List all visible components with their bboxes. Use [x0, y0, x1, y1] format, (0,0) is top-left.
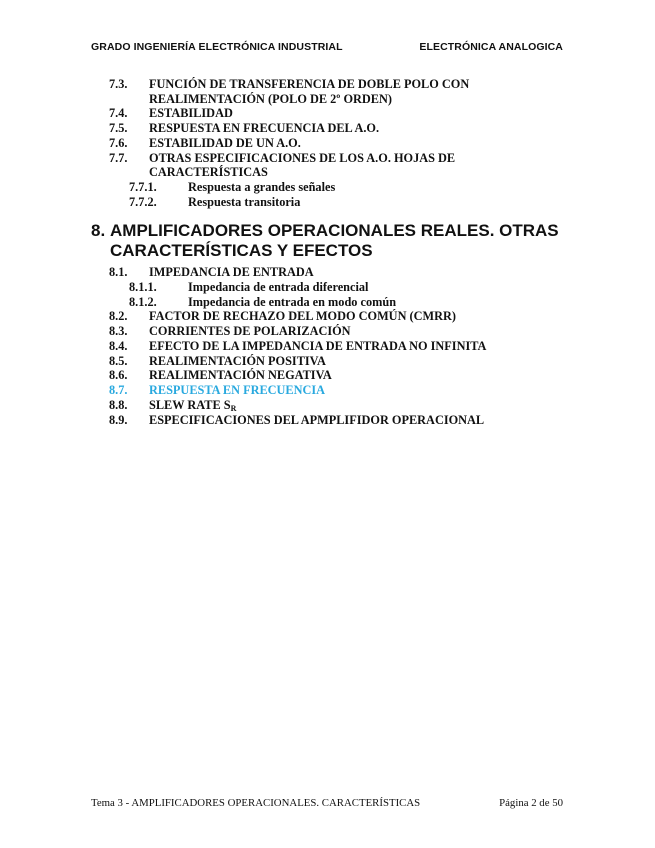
toc-title-subscript: R: [230, 404, 237, 413]
toc-number: 8.2.: [109, 309, 128, 323]
toc-number: 8.6.: [109, 368, 128, 382]
header-subject: ELECTRÓNICA ANALOGICA: [419, 41, 563, 53]
toc-title: Impedancia de entrada en modo común: [188, 295, 397, 309]
chapter-number: 8.: [91, 221, 106, 240]
toc-number: 8.4.: [109, 339, 128, 353]
toc-title: EFECTO DE LA IMPEDANCIA DE ENTRADA NO INFINITA: [149, 339, 487, 353]
page-footer: [91, 797, 563, 809]
chapter-title-line-1: AMPLIFICADORES OPERACIONALES REALES. OTRAS: [110, 221, 559, 240]
toc-title: IMPEDANCIA DE ENTRADA: [149, 265, 314, 279]
chapter-title-line-2: CARACTERÍSTICAS Y EFECTOS: [110, 241, 373, 260]
toc-number: 7.3.: [109, 77, 128, 91]
toc-number: 8.8.: [109, 398, 128, 412]
toc-title: RESPUESTA EN FRECUENCIA: [149, 383, 326, 397]
toc-title: REALIMENTACIÓN POSITIVA: [149, 354, 326, 368]
toc-title: CARACTERÍSTICAS: [149, 165, 268, 179]
toc-title: Impedancia de entrada diferencial: [188, 280, 369, 294]
toc-title: REALIMENTACIÓN NEGATIVA: [149, 368, 332, 382]
toc-title: REALIMENTACIÓN (POLO DE 2º ORDEN): [149, 92, 392, 106]
toc-number: 8.9.: [109, 413, 128, 427]
toc-title: ESPECIFICACIONES DEL APMPLIFIDOR OPERACIONAL: [149, 413, 485, 427]
toc-title: FACTOR DE RECHAZO DEL MODO COMÚN (CMRR): [149, 309, 456, 323]
toc-title: RESPUESTA EN FRECUENCIA DEL A.O.: [149, 121, 380, 135]
header-course: GRADO INGENIERÍA ELECTRÓNICA INDUSTRIAL: [91, 41, 343, 53]
toc-number: 7.7.2.: [129, 195, 157, 209]
toc-number: 7.7.: [109, 151, 128, 165]
toc-title: OTRAS ESPECIFICACIONES DE LOS A.O. HOJAS DE: [149, 151, 456, 165]
toc-title: CORRIENTES DE POLARIZACIÓN: [149, 324, 351, 338]
toc-number: 7.5.: [109, 121, 128, 135]
page-header: [91, 41, 563, 53]
toc-number: 8.1.: [109, 265, 128, 279]
toc-number: 8.1.1.: [129, 280, 157, 294]
toc-title: Respuesta transitoria: [188, 195, 301, 209]
toc-title: ESTABILIDAD DE UN A.O.: [149, 136, 301, 150]
footer-page-number: Página 2 de 50: [499, 797, 563, 809]
toc-number: 8.7.: [109, 383, 128, 397]
toc-number: 7.4.: [109, 106, 128, 120]
toc-number: 7.6.: [109, 136, 128, 150]
toc-number: 8.1.2.: [129, 295, 157, 309]
chapter-title: [110, 221, 570, 261]
toc-title: ESTABILIDAD: [149, 106, 233, 120]
toc-title: Respuesta a grandes señales: [188, 180, 336, 194]
toc-title-text: SLEW RATE S: [149, 398, 231, 412]
toc-number: 8.5.: [109, 354, 128, 368]
footer-topic: Tema 3 - AMPLIFICADORES OPERACIONALES. CARACTERÍSTICAS: [91, 797, 421, 809]
toc-title: FUNCIÓN DE TRANSFERENCIA DE DOBLE POLO CON: [149, 77, 470, 91]
toc-number: 7.7.1.: [129, 180, 157, 194]
toc-number: 8.3.: [109, 324, 128, 338]
